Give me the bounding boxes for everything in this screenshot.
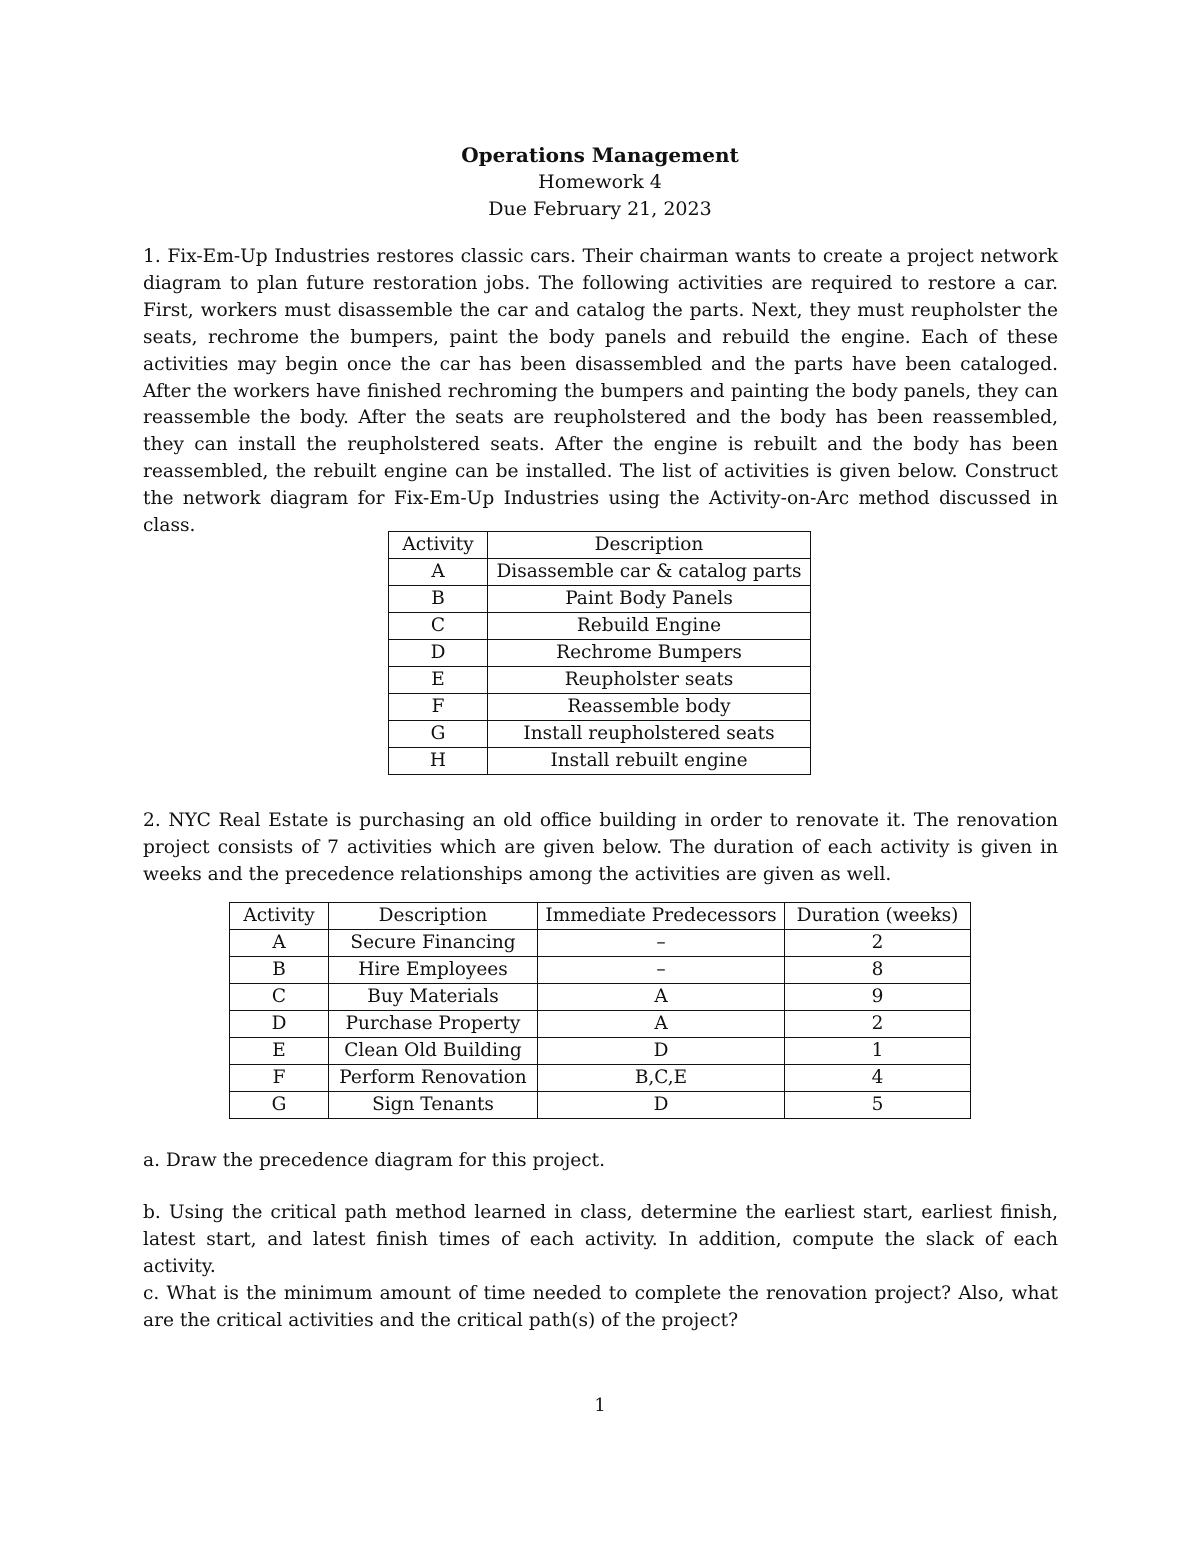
table-row xyxy=(389,667,811,694)
table-cell: Install reupholstered seats xyxy=(488,721,811,748)
table-row xyxy=(389,586,811,613)
due-date: Due February 21, 2023 xyxy=(488,198,712,220)
question-1-text: 1. Fix-Em-Up Industries restores classic cars. Their chairman wants to create a project network diagram to plan future restoration jobs. The following activities are required to restore a car. First, workers must disassemble the car and catalog the parts. Next, they must reupholster the seats, rechrome the bumpers, paint the body panels and rebuild the engine. Each of these activities may begin once the car has been disassembled and the parts have been cataloged. After the workers have finished rechroming the bumpers and painting the body panels, they can reassemble the body. After the seats are reupholstered and the body has been reassembled, they can install the reupholstered seats. After the engine is rebuilt and the body has been reassembled, the rebuilt engine can be installed. The list of activities is given below. Construct the network diagram for Fix-Em-Up Industries using the Activity-on-Arc method discussed in class. xyxy=(143,246,1058,537)
table-row xyxy=(389,748,811,775)
table-row xyxy=(389,613,811,640)
table-cell: 2 xyxy=(785,930,971,957)
table-header-cell: Activity xyxy=(230,903,329,930)
table-cell: Reupholster seats xyxy=(488,667,811,694)
table-cell: F xyxy=(389,694,488,721)
activity-table-q2 xyxy=(229,902,971,1119)
table-cell: D xyxy=(230,1011,329,1038)
table-cell: Reassemble body xyxy=(488,694,811,721)
table-row xyxy=(230,930,971,957)
table-cell: Rechrome Bumpers xyxy=(488,640,811,667)
table-row xyxy=(389,694,811,721)
table-row xyxy=(230,1011,971,1038)
table-header-row xyxy=(230,903,971,930)
table-row xyxy=(389,640,811,667)
table-header-cell: Immediate Predecessors xyxy=(538,903,785,930)
table-cell: Paint Body Panels xyxy=(488,586,811,613)
table-cell: E xyxy=(230,1038,329,1065)
table-cell: Buy Materials xyxy=(329,984,538,1011)
table-cell: A xyxy=(538,1011,785,1038)
table-header-cell: Description xyxy=(488,532,811,559)
page-number: 1 xyxy=(594,1395,606,1416)
question-2b-text: b. Using the critical path method learned in class, determine the earliest start, earliest finish, latest start, and latest finish times of each activity. In addition, compute the slack of each activity. xyxy=(143,1202,1058,1277)
table-cell: Install rebuilt engine xyxy=(488,748,811,775)
table-cell: Hire Employees xyxy=(329,957,538,984)
table-cell: G xyxy=(230,1092,329,1119)
table-cell: 8 xyxy=(785,957,971,984)
table-row xyxy=(230,1065,971,1092)
table-header-cell: Activity xyxy=(389,532,488,559)
table-cell: 1 xyxy=(785,1038,971,1065)
table-cell: A xyxy=(538,984,785,1011)
table-cell: B,C,E xyxy=(538,1065,785,1092)
table-cell: C xyxy=(230,984,329,1011)
table-cell: – xyxy=(538,930,785,957)
table-cell: F xyxy=(230,1065,329,1092)
table-cell: 2 xyxy=(785,1011,971,1038)
table-header-row xyxy=(389,532,811,559)
table-header-cell: Description xyxy=(329,903,538,930)
table-cell: Purchase Property xyxy=(329,1011,538,1038)
question-2a-text: a. Draw the precedence diagram for this project. xyxy=(143,1150,606,1171)
table-cell: 9 xyxy=(785,984,971,1011)
table-row xyxy=(389,559,811,586)
table-cell: Secure Financing xyxy=(329,930,538,957)
table-cell: Perform Renovation xyxy=(329,1065,538,1092)
table-cell: B xyxy=(230,957,329,984)
table-cell: G xyxy=(389,721,488,748)
table-row xyxy=(230,1038,971,1065)
table-cell: Clean Old Building xyxy=(329,1038,538,1065)
table-cell: A xyxy=(230,930,329,957)
table-cell: Disassemble car & catalog parts xyxy=(488,559,811,586)
table-cell: E xyxy=(389,667,488,694)
table-header-cell: Duration (weeks) xyxy=(785,903,971,930)
table-cell: 4 xyxy=(785,1065,971,1092)
table-cell: D xyxy=(389,640,488,667)
table-cell: B xyxy=(389,586,488,613)
table-cell: Rebuild Engine xyxy=(488,613,811,640)
table-row xyxy=(230,984,971,1011)
table-cell: C xyxy=(389,613,488,640)
table-row xyxy=(230,957,971,984)
question-2-text: 2. NYC Real Estate is purchasing an old office building in order to renovate it. The renovation project consists of 7 activities which are given below. The duration of each activity is given in weeks and the precedence relationships among the activities are given as well. xyxy=(143,810,1058,885)
activity-table-q1 xyxy=(388,531,811,775)
table-row xyxy=(230,1092,971,1119)
table-cell: D xyxy=(538,1092,785,1119)
document-title: Operations Management xyxy=(461,143,739,167)
homework-number: Homework 4 xyxy=(538,171,662,193)
table-cell: H xyxy=(389,748,488,775)
table-cell: Sign Tenants xyxy=(329,1092,538,1119)
table-cell: 5 xyxy=(785,1092,971,1119)
question-2c-text: c. What is the minimum amount of time needed to complete the renovation project? Also, what are the critical activities and the critical path(s) of the project? xyxy=(143,1283,1058,1331)
table-cell: A xyxy=(389,559,488,586)
table-row xyxy=(389,721,811,748)
table-cell: – xyxy=(538,957,785,984)
table-cell: D xyxy=(538,1038,785,1065)
